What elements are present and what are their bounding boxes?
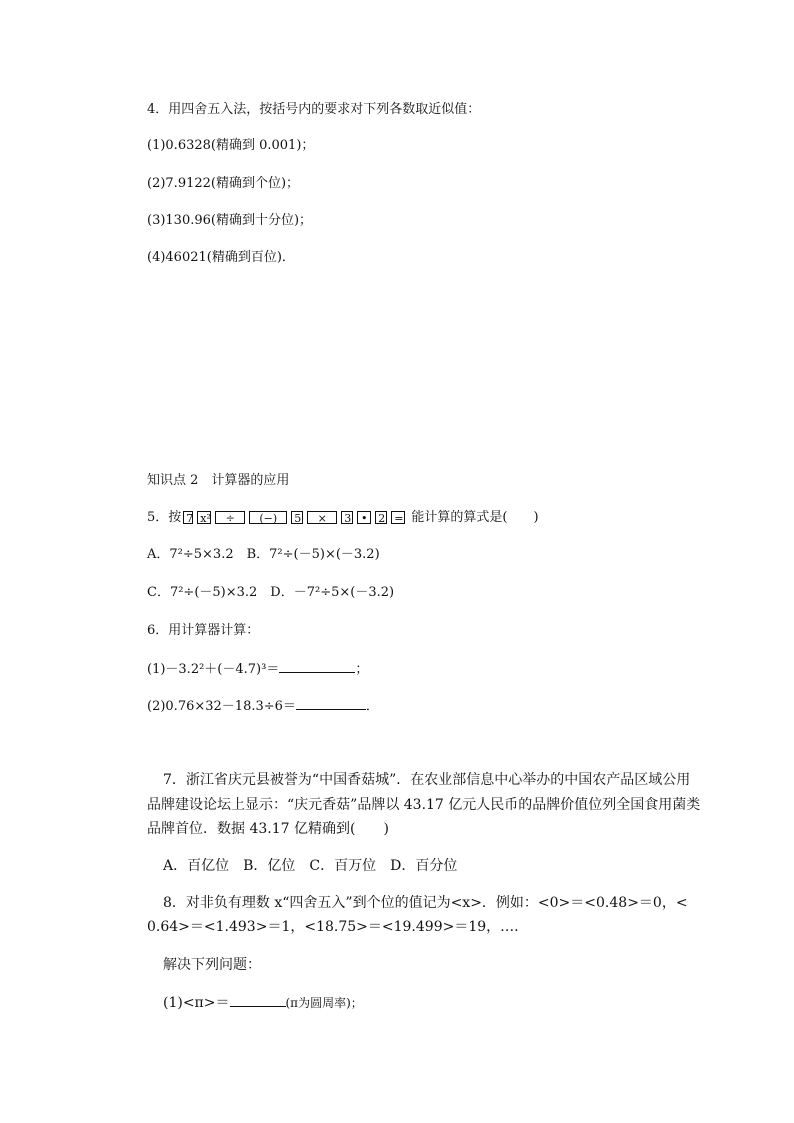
q7-line-1: 7．浙江省庆元县被誉为“中国香菇城”．在农业部信息中心举办的中国农产品区域公用 bbox=[163, 772, 691, 788]
q7-options: A．百亿位 B．亿位 C．百万位 D．百分位 bbox=[163, 858, 458, 874]
key-3: 3 bbox=[341, 511, 353, 524]
key-5: 5 bbox=[291, 511, 303, 524]
q4-item-4: (4)46021(精确到百位)． bbox=[147, 250, 295, 265]
q8-item-1-expr: (1)<π>＝ bbox=[163, 995, 230, 1011]
answer-blank[interactable] bbox=[279, 658, 355, 673]
q6-item-2-end: ． bbox=[365, 699, 379, 714]
key-divide: ÷ bbox=[215, 511, 245, 524]
q8-line-2: 0.64>＝<1.493>＝1，<18.75>＝<19.499>＝19，…. bbox=[147, 919, 519, 935]
q6-item-1 bbox=[147, 658, 368, 680]
answer-blank[interactable] bbox=[296, 695, 366, 710]
q8-line-1: 8．对非负有理数 x“四舍五入”到个位的值记为<x>．例如：<0>＝<0.48>＝0，< bbox=[163, 895, 688, 911]
key-x-squared: x² bbox=[197, 511, 211, 524]
q4-item-3: (3)130.96(精确到十分位)； bbox=[147, 213, 313, 228]
key-7: 7 bbox=[183, 511, 193, 524]
q6-stem: 6．用计算器计算： bbox=[147, 623, 260, 638]
q6-item-1-end: ； bbox=[355, 662, 369, 677]
key-2: 2 bbox=[375, 511, 387, 524]
key-negative: (−) bbox=[249, 511, 287, 524]
q7-line-3: 品牌首位．数据 43.17 亿精确到( ) bbox=[147, 821, 389, 837]
q5-prefix: 5．按 bbox=[147, 510, 182, 525]
q4-item-2: (2)7.9122(精确到个位)； bbox=[147, 176, 300, 191]
q5-stem bbox=[147, 508, 539, 528]
q5-options-cd: C．7²÷(－5)×3.2 D．－7²÷5×(－3.2) bbox=[147, 585, 395, 600]
q4-item-1: (1)0.6328(精确到 0.001)； bbox=[147, 138, 315, 153]
q8-item-1 bbox=[163, 992, 363, 1013]
q7-line-2: 品牌建设论坛上显示：“庆元香菇”品牌以 43.17 亿元人民币的品牌价值位列全国食用菌类 bbox=[147, 797, 701, 813]
q5-options-ab: A．7²÷5×3.2 B．7²÷(－5)×(－3.2) bbox=[147, 547, 380, 562]
answer-blank[interactable] bbox=[230, 992, 286, 1007]
key-point: • bbox=[357, 511, 371, 524]
q6-item-1-expr: (1)－3.2²＋(－4.7)³＝ bbox=[147, 662, 280, 677]
key-multiply: × bbox=[307, 511, 337, 524]
key-equals: = bbox=[391, 511, 405, 524]
q8-item-1-end: (π为圆周率)； bbox=[285, 996, 363, 1010]
q6-item-2-expr: (2)0.76×32－18.3÷6＝ bbox=[147, 699, 296, 714]
q6-item-2 bbox=[147, 695, 379, 717]
section-heading: 知识点 2 计算器的应用 bbox=[147, 473, 290, 488]
q4-stem: 4．用四舍五入法，按括号内的要求对下列各数取近似值： bbox=[147, 102, 481, 117]
q8-solve: 解决下列问题： bbox=[163, 957, 261, 973]
q5-suffix: 能计算的算式是( ) bbox=[407, 510, 539, 525]
